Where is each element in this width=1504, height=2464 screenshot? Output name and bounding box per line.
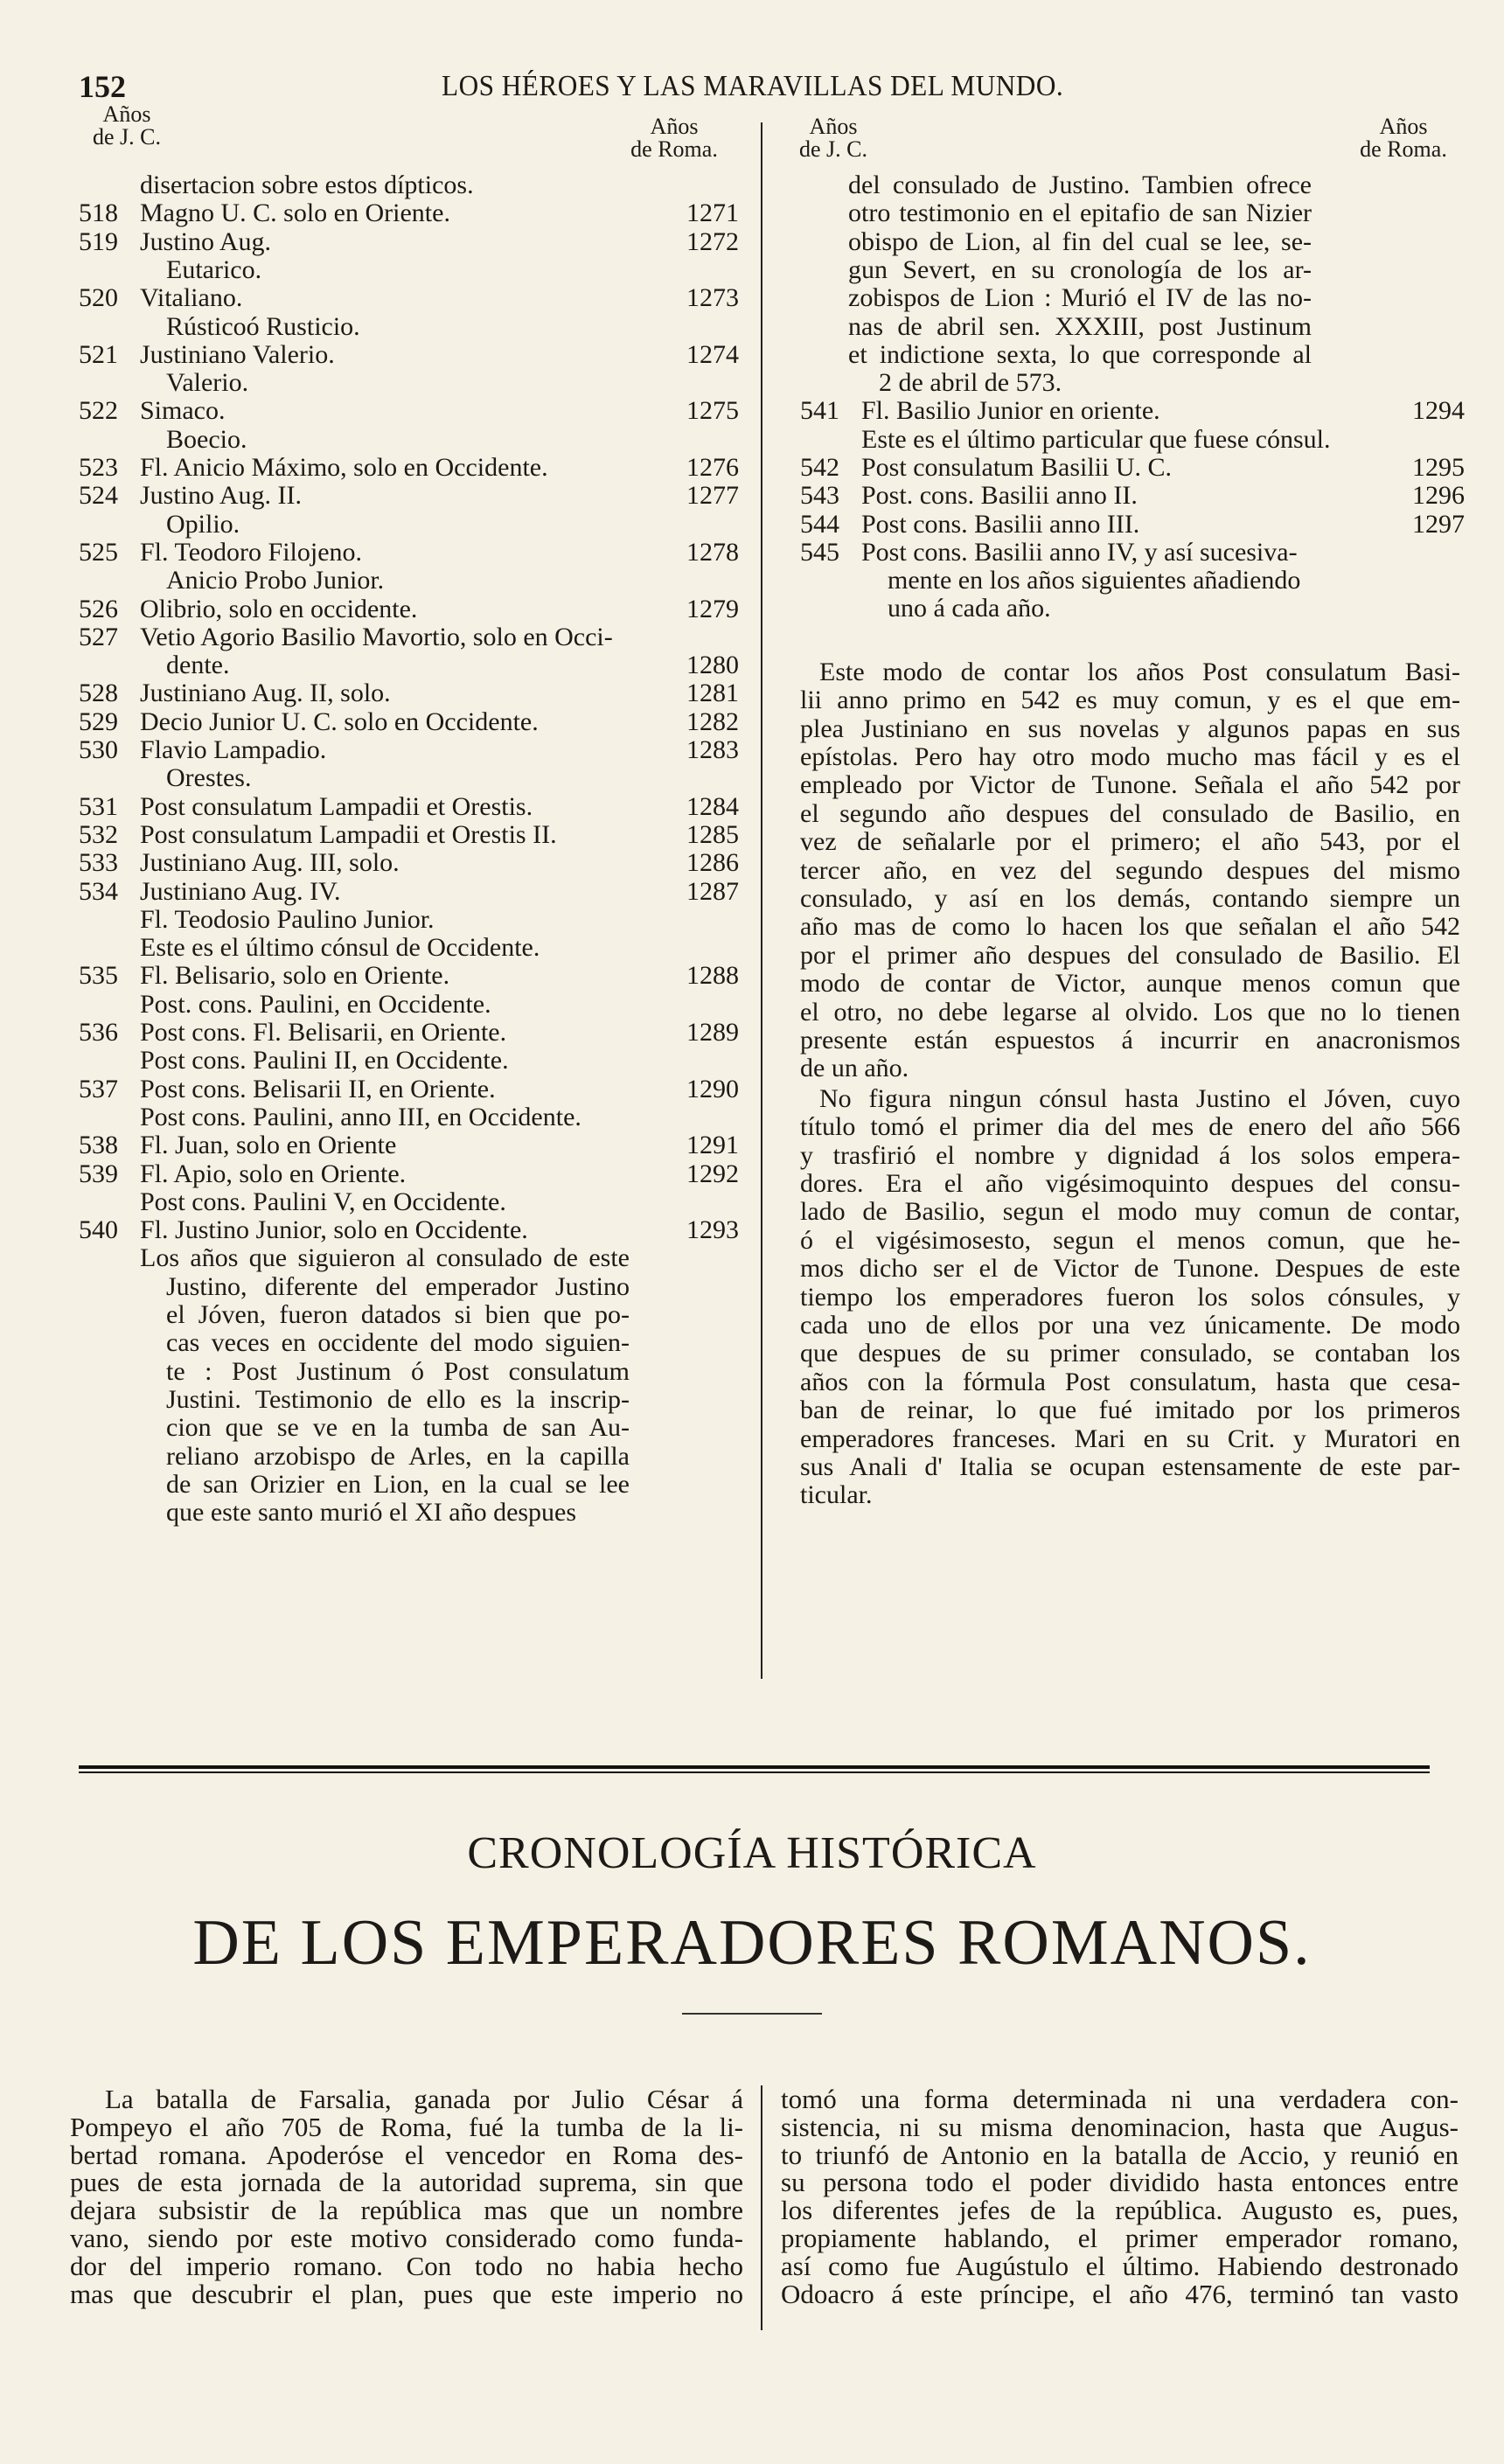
entry-subline: Post. cons. Paulini, en Occidente. [140, 989, 491, 1019]
bottom-left-paragraph [70, 2085, 743, 2339]
left-entry [79, 1131, 743, 1159]
entry-year-jc: 527 [79, 622, 118, 651]
left-entry [79, 1216, 743, 1244]
entry-year-jc: 529 [79, 706, 118, 736]
bottom-right-line: tomó una forma determinada ni una verdadera con- [781, 2084, 1459, 2114]
entry-year-roma: 1291 [686, 1131, 739, 1160]
entry-year-roma: 1296 [1412, 481, 1465, 511]
entry-year-roma: 1283 [686, 735, 739, 764]
entry-year-jc: 520 [79, 283, 118, 313]
entry-subline: Valerio. [166, 368, 249, 398]
entry-year-roma: 1284 [686, 791, 739, 821]
bottom-column-divider [761, 2085, 762, 2330]
entry-subline: Rústicoó Rusticio. [166, 311, 360, 341]
left-entry [79, 708, 743, 736]
right-paragraph-2-line: sus Anali d' Italia se ocupan estensamente de este par- [800, 1452, 1460, 1481]
entry-year-roma: 1293 [686, 1215, 739, 1245]
bottom-right-paragraph [781, 2085, 1459, 2348]
entry-subline: Boecio. [166, 424, 247, 454]
right-paragraph-2-line: dores. Era el año vigésimoquinto despues del consu- [800, 1169, 1460, 1198]
left-paragraph-line: cion que se ve en la tumba de san Au- [166, 1413, 630, 1443]
left-entry [79, 821, 743, 849]
entry-year-jc: 518 [79, 198, 118, 228]
left-entry [79, 849, 743, 877]
right-paragraph-2-line: ban de reinar, lo que fué imitado por los primeros [800, 1396, 1460, 1425]
left-entry [79, 454, 743, 482]
right-entry [800, 482, 1465, 510]
right-paragraph-2-line: cada uno de ellos por una vez únicamente. De modo [800, 1311, 1460, 1340]
entry-year-jc: 537 [79, 1074, 118, 1103]
entry-text: Fl. Anicio Máximo, solo en Occidente. [140, 453, 548, 482]
entry-year-jc: 531 [79, 791, 118, 821]
right-paragraph-1-line: por el primer año despues del consulado de Basilio. El [800, 940, 1460, 970]
right-entry [800, 511, 1465, 539]
entry-text: Post cons. Basilii anno III. [861, 509, 1140, 539]
right-paragraph-1-line: el segundo año despues del consulado de Basilio, en [800, 798, 1460, 828]
right-paragraph-1-line: de un año. [800, 1054, 909, 1083]
entry-year-roma: 1289 [686, 1018, 739, 1047]
separator-rule-thin [79, 1771, 1430, 1773]
bottom-right-line: su persona todo el poder dividido hasta entonces entre [781, 2167, 1459, 2198]
left-paragraph-line: Los años que siguieron al consulado de este [140, 1243, 630, 1273]
entry-year-jc: 540 [79, 1215, 118, 1245]
entry-year-roma: 1278 [686, 537, 739, 567]
right-continuation-line: zobispos de Lion : Murió el IV de las no- [848, 283, 1312, 313]
left-entry-sub [79, 256, 743, 284]
entry-subline: uno á cada año. [888, 594, 1051, 623]
left-head-jc: Años de J. C. [93, 101, 161, 150]
left-entry [79, 199, 743, 227]
page-number: 152 [79, 69, 126, 104]
left-paragraph-line: te : Post Justinum ó Post consulatum [166, 1356, 630, 1386]
bottom-left-line: pues de esta jornada de la autoridad suprema, sin que [70, 2167, 743, 2198]
right-paragraph-1-line: lii anno primo en 542 es muy comun, y es el que em- [800, 686, 1460, 715]
left-entry [79, 482, 743, 510]
entry-subline: mente en los años siguientes añadiendo [888, 566, 1301, 595]
left-paragraph-line: Justini. Testimonio de ello es la inscrip- [166, 1384, 630, 1414]
right-paragraph-1-line: el otro, no debe legarse al olvido. Los que no lo tienen [800, 997, 1460, 1027]
left-entry [79, 1019, 743, 1047]
entry-year-roma: 1295 [1412, 452, 1465, 482]
right-consul-list [800, 396, 1465, 623]
right-paragraph-1-line: epístolas. Pero hay otro modo mucho mas fácil y es el [800, 742, 1460, 771]
entry-year-roma: 1282 [686, 706, 739, 736]
right-paragraph-1-line: año mas de como lo hacen los que señalan el año 542 [800, 912, 1460, 942]
entry-text: Justiniano Aug. IV. [140, 876, 341, 906]
running-title: LOS HÉROES Y LAS MARAVILLAS DEL MUNDO. [442, 70, 1064, 102]
bottom-right-line: sistencia, ni su misma denominacion, hasta que Augus- [781, 2111, 1459, 2142]
entry-year-roma: 1274 [686, 339, 739, 369]
entry-year-jc: 528 [79, 679, 118, 708]
left-paragraph-line: Justino, diferente del emperador Justino [166, 1271, 630, 1301]
entry-text: Post consulatum Lampadii et Orestis II. [140, 819, 557, 849]
entry-year-roma: 1277 [686, 481, 739, 511]
left-paragraph-line: que este santo murió el XI año despues [166, 1498, 577, 1528]
entry-text: Fl. Apio, solo en Oriente. [140, 1159, 407, 1188]
bottom-left-line: mas que descubrir el plan, pues que este imperio no [70, 2278, 743, 2309]
right-paragraph-1-line: presente están espuestos á incurrir en anacronismos [800, 1026, 1460, 1055]
left-entry [79, 397, 743, 425]
bottom-left-line: dor del imperio romano. Con todo no habia hecho [70, 2250, 743, 2281]
left-paragraph-line: de san Orizier en Lion, en la cual se lee [166, 1469, 630, 1499]
right-paragraph-2-line: ticular. [800, 1480, 873, 1510]
section-heading-emperadores: DE LOS EMPERADORES ROMANOS. [192, 1907, 1312, 1979]
right-continuation-line: del consulado de Justino. Tambien ofrece [848, 171, 1312, 199]
left-entry-sub [79, 1047, 743, 1075]
left-entry [79, 736, 743, 764]
bottom-left-line: Pompeyo el año 705 de Roma, fué la tumba de la li- [70, 2111, 743, 2142]
right-paragraph-1-line: Este modo de contar los años Post consulatum Basi- [819, 657, 1460, 686]
entry-text: Post cons. Basilii anno IV, y así sucesiva- [861, 537, 1298, 567]
left-entry [79, 595, 743, 623]
right-entry [800, 397, 1465, 425]
left-entry-sub [79, 426, 743, 454]
left-entry-sub [79, 1103, 743, 1131]
right-continuation-line: obispo de Lion, al fin del cual se lee, se- [848, 226, 1312, 256]
left-paragraph-line: cas veces en occidente del modo siguien- [166, 1328, 630, 1358]
right-entry-sub [800, 567, 1465, 595]
entry-text: Vitaliano. [140, 283, 243, 313]
left-entry-sub [79, 764, 743, 792]
right-continuation-line: 2 de abril de 573. [879, 368, 1062, 398]
left-entry-sub [79, 369, 743, 397]
entry-year-jc: 523 [79, 453, 118, 482]
entry-text: Post. cons. Basilii anno II. [861, 481, 1138, 511]
entry-year-jc: 542 [800, 452, 839, 482]
entry-subline: Eutarico. [166, 254, 262, 284]
right-paragraph-2-line: título tomó el primer dia del mes de enero del año 566 [800, 1112, 1460, 1142]
entry-subline: Fl. Teodosio Paulino Junior. [140, 904, 435, 934]
left-entry [79, 878, 743, 906]
left-entry-sub [79, 651, 743, 679]
entry-subline: Post cons. Paulini II, en Occidente. [140, 1046, 509, 1075]
entry-text: Justiniano Aug. III, solo. [140, 848, 400, 878]
entry-year-jc: 530 [79, 735, 118, 764]
entry-text: Post cons. Fl. Belisarii, en Oriente. [140, 1018, 507, 1047]
section-heading-cronologia: CRONOLOGÍA HISTÓRICA [467, 1828, 1037, 1878]
right-paragraph-1-line: empleado por Victor de Tunone. Señala el año 542 por [800, 770, 1460, 800]
right-continuation-line: nas de abril sen. XXXIII, post Justinum [848, 311, 1312, 341]
right-paragraph-2-line: y trasfirió el nombre y dignidad á los solos empera- [800, 1140, 1460, 1170]
right-continuation-line: otro testimonio en el epitafio de san Nizier [848, 198, 1312, 228]
entry-subline: Opilio. [166, 509, 240, 539]
entry-year-jc: 543 [800, 481, 839, 511]
entry-text: Justiniano Aug. II, solo. [140, 679, 391, 708]
right-paragraph-2-line: emperadores franceses. Mari en su Crit. y Muratori en [800, 1423, 1460, 1453]
separator-rule-thick [79, 1765, 1430, 1769]
right-continuation-line: gun Severt, en su cronología de los ar- [848, 254, 1312, 284]
left-consul-list [79, 171, 743, 1649]
bottom-left-line: vano, siendo por este motivo considerado como funda- [70, 2223, 743, 2253]
left-entry [79, 539, 743, 567]
right-paragraph-2-line: lado de Basilio, segun el modo muy comun de contar, [800, 1197, 1460, 1227]
entry-text: Justino Aug. II. [140, 481, 303, 511]
entry-text: Post consulatum Basilii U. C. [861, 452, 1173, 482]
left-entry-sub [79, 934, 743, 962]
left-paragraph-line: reliano arzobispo de Arles, en la capilla [166, 1441, 630, 1471]
entry-text: Fl. Basilio Junior en oriente. [861, 396, 1160, 426]
left-entry-sub [79, 511, 743, 539]
right-paragraph-2-line: tiempo los emperadores fueron los solos cónsules, y [800, 1282, 1460, 1312]
left-paragraph-line: el Jóven, fueron datados si bien que po- [166, 1300, 630, 1329]
entry-year-jc: 525 [79, 537, 118, 567]
right-entry [800, 454, 1465, 482]
entry-year-roma: 1287 [686, 876, 739, 906]
left-entry-sub [79, 313, 743, 341]
entry-text: disertacion sobre estos dípticos. [140, 171, 474, 199]
entry-year-jc: 539 [79, 1159, 118, 1188]
entry-year-jc: 524 [79, 481, 118, 511]
right-paragraph-2-line: ó el vigésimosesto, segun el menos comun, que he- [800, 1225, 1460, 1255]
right-entry [800, 539, 1465, 567]
entry-text: Justino Aug. [140, 226, 272, 256]
entry-text: Simaco. [140, 396, 226, 426]
entry-year-roma: 1275 [686, 396, 739, 426]
entry-text: Fl. Juan, solo en Oriente [140, 1131, 397, 1160]
bottom-right-line: los diferentes jefes de la república. Augusto es, pues, [781, 2195, 1459, 2226]
left-entry [79, 228, 743, 256]
left-entry-sub [79, 567, 743, 595]
entry-text: Fl. Justino Junior, solo en Occidente. [140, 1215, 528, 1245]
right-paragraph-2-line: mos dicho ser el de Victor de Tunone. Despues de este [800, 1254, 1460, 1284]
left-entry [79, 623, 743, 651]
entry-year-roma: 1272 [686, 226, 739, 256]
left-entry [79, 171, 743, 199]
entry-text: Fl. Teodoro Filojeno. [140, 537, 363, 567]
entry-year-jc: 519 [79, 226, 118, 256]
right-entry-sub [800, 426, 1465, 454]
bottom-right-line: propiamente hablando, el primer emperador romano, [781, 2223, 1459, 2253]
entry-year-roma: 1273 [686, 283, 739, 313]
entry-year-roma: 1271 [686, 198, 739, 228]
entry-text: Olibrio, solo en occidente. [140, 594, 418, 623]
entry-subline: Orestes. [166, 763, 252, 793]
left-entry-sub [79, 906, 743, 934]
entry-year-jc: 521 [79, 339, 118, 369]
bottom-right-line: Odoacro á este príncipe, el año 476, terminó tan vasto [781, 2278, 1459, 2309]
entry-year-roma: 1294 [1412, 396, 1465, 426]
entry-year-jc: 545 [800, 537, 839, 567]
right-column [800, 171, 1465, 1702]
right-paragraph-1-line: plea Justiniano en sus novelas y algunos papas en sus [800, 713, 1460, 743]
entry-year-jc: 535 [79, 961, 118, 991]
entry-year-roma: 1286 [686, 848, 739, 878]
entry-subline: Este es el último particular que fuese cónsul. [861, 424, 1331, 454]
entry-year-roma: 1280 [686, 651, 739, 680]
left-entry [79, 284, 743, 312]
heading-underline [682, 2013, 822, 2015]
right-paragraph-1-line: vez de señalarle por el primero; el año 543, por el [800, 827, 1460, 857]
right-head-jc: Años de J. C. [799, 114, 867, 162]
entry-year-jc: 534 [79, 876, 118, 906]
entry-text: Vetio Agorio Basilio Mavortio, solo en Occi- [140, 622, 613, 651]
left-entry [79, 793, 743, 821]
entry-subline: dente. [166, 651, 230, 680]
entry-text: Justiniano Valerio. [140, 339, 335, 369]
entry-year-roma: 1279 [686, 594, 739, 623]
entry-year-roma: 1292 [686, 1159, 739, 1188]
entry-year-roma: 1281 [686, 679, 739, 708]
right-paragraph-2-line: años con la fórmula Post consulatum, hasta que cesa- [800, 1367, 1460, 1396]
entry-year-roma: 1276 [686, 453, 739, 482]
left-entry [79, 1160, 743, 1188]
entry-subline: Anicio Probo Junior. [166, 566, 385, 595]
left-entry [79, 962, 743, 990]
right-paragraph-2-line: que despues de su primer consulado, se contaban los [800, 1339, 1460, 1368]
right-paragraph-2-line: No figura ningun cónsul hasta Justino el Jóven, cuyo [819, 1083, 1460, 1113]
entry-text: Post cons. Belisarii II, en Oriente. [140, 1074, 496, 1103]
entry-year-jc: 533 [79, 848, 118, 878]
entry-text: Magno U. C. solo en Oriente. [140, 198, 450, 228]
entry-year-jc: 532 [79, 819, 118, 849]
right-entry-sub [800, 595, 1465, 623]
entry-year-roma: 1288 [686, 961, 739, 991]
right-head-roma: Años de Roma. [1360, 114, 1447, 162]
entry-year-roma: 1297 [1412, 509, 1465, 539]
entry-text: Decio Junior U. C. solo en Occidente. [140, 706, 539, 736]
entry-year-jc: 544 [800, 509, 839, 539]
entry-year-roma: 1285 [686, 819, 739, 849]
entry-year-jc: 536 [79, 1018, 118, 1047]
bottom-right-line: así como fue Augústulo el último. Habiendo destronado [781, 2250, 1459, 2281]
entry-subline: Post cons. Paulini V, en Occidente. [140, 1187, 506, 1216]
entry-text: Post consulatum Lampadii et Orestis. [140, 791, 533, 821]
bottom-left-line: bertad romana. Apoderóse el vencedor en Roma des- [70, 2139, 743, 2170]
left-entry-sub [79, 1188, 743, 1216]
right-paragraph-1-line: consulado, y así en los demás, contando siempre un [800, 884, 1460, 913]
entry-year-jc: 538 [79, 1131, 118, 1160]
entry-text: Flavio Lampadio. [140, 735, 327, 764]
bottom-left-line: dejara subsistir de la república mas que un nombre [70, 2195, 743, 2226]
left-head-roma: Años de Roma. [630, 114, 718, 162]
entry-text: Fl. Belisario, solo en Oriente. [140, 961, 450, 991]
entry-year-jc: 541 [800, 396, 839, 426]
entry-year-jc: 526 [79, 594, 118, 623]
entry-subline: Este es el último cónsul de Occidente. [140, 933, 540, 963]
entry-year-roma: 1290 [686, 1074, 739, 1103]
left-entry-sub [79, 991, 743, 1019]
left-entry [79, 1075, 743, 1103]
left-entry [79, 679, 743, 707]
right-paragraph-1-line: tercer año, en vez del segundo despues del mismo [800, 855, 1460, 885]
entry-subline: Post cons. Paulini, anno III, en Occidente. [140, 1102, 581, 1131]
column-divider [761, 122, 762, 1679]
right-continuation-line: et indictione sexta, lo que corresponde al [848, 339, 1312, 369]
bottom-right-line: to triunfó de Antonio en la batalla de Accio, y reunió en [781, 2139, 1459, 2170]
left-entry [79, 341, 743, 369]
entry-year-jc: 522 [79, 396, 118, 426]
bottom-left-line: La batalla de Farsalia, ganada por Julio César á [105, 2084, 743, 2114]
right-paragraph-1-line: modo de contar de Victor, aunque menos comun que [800, 969, 1460, 999]
